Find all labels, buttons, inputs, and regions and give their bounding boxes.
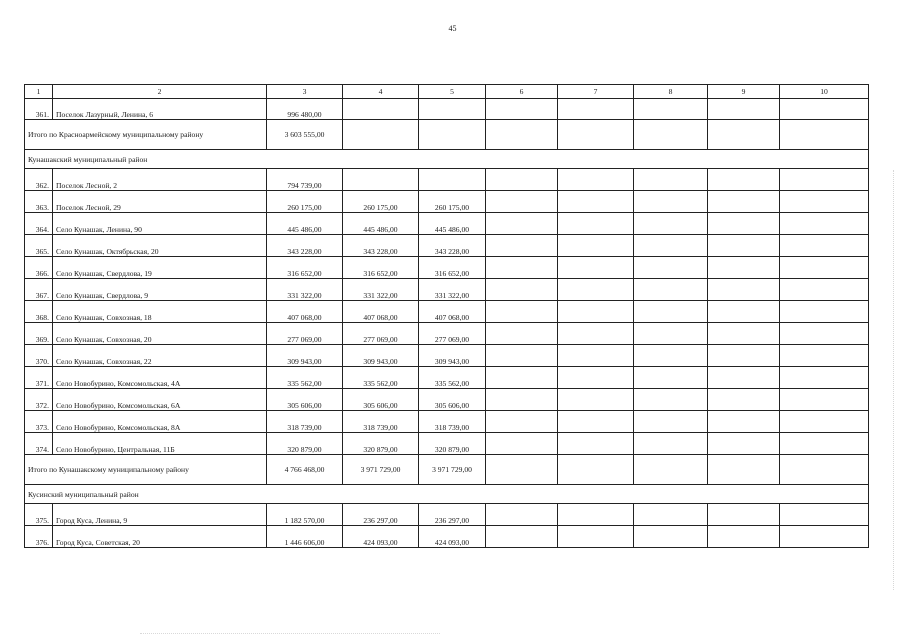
table-row [25,257,869,279]
cell-col6 [486,411,558,433]
cell-col5: 424 093,00 [419,526,486,548]
column-header: 3 [267,85,343,99]
table-row [25,433,869,455]
cell-col8 [634,213,708,235]
row-number: 362. [25,169,53,191]
column-header: 9 [708,85,780,99]
cell-col9 [708,345,780,367]
address-cell: Село Кунашак, Октябрьская, 20 [53,235,267,257]
cell-col3: 794 739,00 [267,169,343,191]
cell-col5: 335 562,00 [419,367,486,389]
cell-col8 [634,301,708,323]
cell-col5: 316 652,00 [419,257,486,279]
cell-col9 [708,301,780,323]
section-row [25,485,869,504]
cell-col6 [486,120,558,150]
table-body [25,85,869,548]
cell-col6 [486,455,558,485]
cell-col3: 318 739,00 [267,411,343,433]
table-row [25,169,869,191]
cell-col6 [486,504,558,526]
cell-col9 [708,367,780,389]
column-header: 6 [486,85,558,99]
cell-col4: 236 297,00 [343,504,419,526]
address-cell: Поселок Лесной, 2 [53,169,267,191]
cell-col7 [558,213,634,235]
cell-col9 [708,504,780,526]
row-number: 376. [25,526,53,548]
section-row [25,150,869,169]
cell-col7 [558,433,634,455]
cell-col5: 320 879,00 [419,433,486,455]
cell-col7 [558,169,634,191]
data-table [24,84,869,548]
cell-col5: 236 297,00 [419,504,486,526]
cell-col10 [780,213,869,235]
column-header: 7 [558,85,634,99]
cell-col6 [486,345,558,367]
cell-col10 [780,169,869,191]
cell-col7 [558,411,634,433]
table-row [25,213,869,235]
cell-col9 [708,526,780,548]
row-number: 370. [25,345,53,367]
cell-col3: 277 069,00 [267,323,343,345]
cell-col8 [634,526,708,548]
cell-col4 [343,120,419,150]
address-cell: Село Кунашак, Совхозная, 20 [53,323,267,345]
cell-col4: 305 606,00 [343,389,419,411]
cell-col6 [486,169,558,191]
cell-col6 [486,323,558,345]
cell-col3: 335 562,00 [267,367,343,389]
cell-col8 [634,455,708,485]
cell-col6 [486,235,558,257]
cell-col5 [419,99,486,120]
address-cell: Село Кунашак, Свердлова, 9 [53,279,267,301]
cell-col4 [343,169,419,191]
cell-col10 [780,389,869,411]
address-cell: Поселок Лазурный, Ленина, 6 [53,99,267,120]
total-row [25,455,869,485]
cell-col8 [634,99,708,120]
cell-col7 [558,504,634,526]
table-row [25,301,869,323]
cell-col4: 260 175,00 [343,191,419,213]
column-header: 2 [53,85,267,99]
cell-col10 [780,99,869,120]
cell-col10 [780,345,869,367]
cell-col6 [486,389,558,411]
cell-col5: 343 228,00 [419,235,486,257]
cell-col4: 343 228,00 [343,235,419,257]
cell-col4: 424 093,00 [343,526,419,548]
cell-col9 [708,99,780,120]
cell-col10 [780,504,869,526]
cell-col4: 407 068,00 [343,301,419,323]
cell-col3: 331 322,00 [267,279,343,301]
cell-col5 [419,169,486,191]
total-label: Итого по Кунашакскому муниципальному району [25,455,267,485]
cell-col8 [634,169,708,191]
cell-col3: 996 480,00 [267,99,343,120]
cell-col5: 277 069,00 [419,323,486,345]
cell-col9 [708,257,780,279]
cell-col3: 305 606,00 [267,389,343,411]
table-row [25,367,869,389]
cell-col10 [780,120,869,150]
address-cell: Село Новобурино, Комсомольская, 6А [53,389,267,411]
cell-col5: 331 322,00 [419,279,486,301]
cell-col10 [780,433,869,455]
cell-col9 [708,323,780,345]
bottom-scan-mark [140,633,440,634]
row-number: 361. [25,99,53,120]
cell-col3: 445 486,00 [267,213,343,235]
cell-col5: 309 943,00 [419,345,486,367]
cell-col7 [558,120,634,150]
cell-col8 [634,323,708,345]
row-number: 363. [25,191,53,213]
table-row [25,389,869,411]
table-row [25,235,869,257]
cell-col5: 318 739,00 [419,411,486,433]
row-number: 369. [25,323,53,345]
cell-col10 [780,323,869,345]
cell-col7 [558,323,634,345]
cell-col4: 3 971 729,00 [343,455,419,485]
cell-col6 [486,301,558,323]
cell-col3: 260 175,00 [267,191,343,213]
cell-col3: 343 228,00 [267,235,343,257]
cell-col4 [343,99,419,120]
row-number: 374. [25,433,53,455]
cell-col7 [558,99,634,120]
cell-col8 [634,389,708,411]
cell-col5: 445 486,00 [419,213,486,235]
address-cell: Село Кунашак, Совхозная, 18 [53,301,267,323]
cell-col6 [486,191,558,213]
cell-col9 [708,169,780,191]
row-number: 372. [25,389,53,411]
cell-col7 [558,526,634,548]
cell-col9 [708,279,780,301]
cell-col6 [486,99,558,120]
column-header: 1 [25,85,53,99]
cell-col4: 335 562,00 [343,367,419,389]
row-number: 368. [25,301,53,323]
address-cell: Село Кунашак, Совхозная, 22 [53,345,267,367]
cell-col9 [708,455,780,485]
cell-col7 [558,345,634,367]
row-number: 365. [25,235,53,257]
cell-col4: 331 322,00 [343,279,419,301]
cell-col10 [780,367,869,389]
cell-col6 [486,526,558,548]
cell-col10 [780,257,869,279]
cell-col7 [558,455,634,485]
cell-col7 [558,191,634,213]
cell-col3: 320 879,00 [267,433,343,455]
address-cell: Село Новобурино, Комсомольская, 8А [53,411,267,433]
total-label: Итого по Красноармейскому муниципальному району [25,120,267,150]
cell-col8 [634,279,708,301]
cell-col9 [708,120,780,150]
cell-col8 [634,504,708,526]
table-row [25,279,869,301]
table-row [25,504,869,526]
table-row [25,99,869,120]
cell-col7 [558,301,634,323]
cell-col3: 407 068,00 [267,301,343,323]
cell-col4: 277 069,00 [343,323,419,345]
address-cell: Село Кунашак, Ленина, 90 [53,213,267,235]
cell-col7 [558,279,634,301]
cell-col10 [780,526,869,548]
table-row [25,345,869,367]
address-cell: Город Куса, Ленина, 9 [53,504,267,526]
row-number: 375. [25,504,53,526]
cell-col10 [780,235,869,257]
cell-col5: 260 175,00 [419,191,486,213]
cell-col8 [634,257,708,279]
cell-col5: 407 068,00 [419,301,486,323]
table-row [25,191,869,213]
column-header: 4 [343,85,419,99]
margin-scan-marks [893,170,900,590]
cell-col5: 3 971 729,00 [419,455,486,485]
cell-col3: 309 943,00 [267,345,343,367]
row-number: 367. [25,279,53,301]
section-title: Кунашакский муниципальный район [25,150,869,169]
cell-col3: 1 182 570,00 [267,504,343,526]
table-row [25,411,869,433]
section-title: Кусинский муниципальный район [25,485,869,504]
cell-col9 [708,411,780,433]
table-row [25,323,869,345]
cell-col6 [486,367,558,389]
cell-col8 [634,367,708,389]
cell-col3: 4 766 468,00 [267,455,343,485]
cell-col9 [708,235,780,257]
row-number: 366. [25,257,53,279]
total-row [25,120,869,150]
cell-col9 [708,389,780,411]
cell-col7 [558,257,634,279]
cell-col4: 318 739,00 [343,411,419,433]
cell-col4: 316 652,00 [343,257,419,279]
cell-col9 [708,191,780,213]
row-number: 364. [25,213,53,235]
address-cell: Город Куса, Советская, 20 [53,526,267,548]
column-header: 8 [634,85,708,99]
cell-col10 [780,301,869,323]
column-header: 10 [780,85,869,99]
cell-col10 [780,279,869,301]
cell-col7 [558,367,634,389]
cell-col5 [419,120,486,150]
cell-col6 [486,433,558,455]
address-cell: Село Новобурино, Комсомольская, 4А [53,367,267,389]
cell-col8 [634,411,708,433]
cell-col8 [634,433,708,455]
cell-col8 [634,191,708,213]
cell-col5: 305 606,00 [419,389,486,411]
cell-col8 [634,345,708,367]
cell-col6 [486,213,558,235]
address-cell: Поселок Лесной, 29 [53,191,267,213]
cell-col3: 3 603 555,00 [267,120,343,150]
cell-col6 [486,257,558,279]
cell-col4: 320 879,00 [343,433,419,455]
cell-col4: 309 943,00 [343,345,419,367]
cell-col9 [708,433,780,455]
address-cell: Село Кунашак, Свердлова, 19 [53,257,267,279]
row-number: 373. [25,411,53,433]
cell-col4: 445 486,00 [343,213,419,235]
column-header: 5 [419,85,486,99]
cell-col3: 316 652,00 [267,257,343,279]
cell-col7 [558,389,634,411]
header-row [25,85,869,99]
cell-col9 [708,213,780,235]
cell-col7 [558,235,634,257]
cell-col10 [780,411,869,433]
cell-col8 [634,120,708,150]
row-number: 371. [25,367,53,389]
cell-col8 [634,235,708,257]
cell-col10 [780,191,869,213]
cell-col10 [780,455,869,485]
cell-col6 [486,279,558,301]
table-row [25,526,869,548]
address-cell: Село Новобурино, Центральная, 11Б [53,433,267,455]
page-number: 45 [448,24,457,33]
cell-col3: 1 446 606,00 [267,526,343,548]
